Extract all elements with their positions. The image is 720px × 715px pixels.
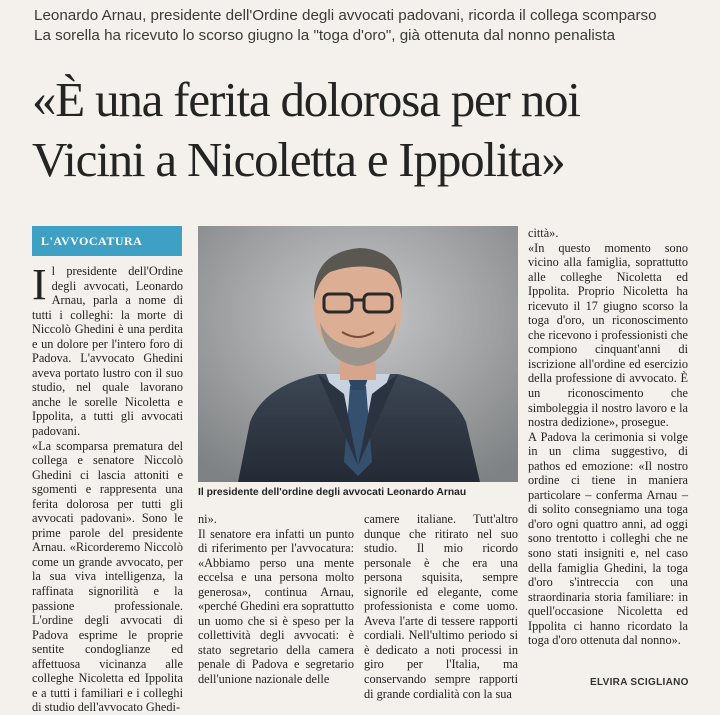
drop-cap: I bbox=[32, 260, 47, 309]
column-1-paragraph-2: «La scomparsa prematura del collega e senatore Niccolò Ghedini ci lascia attoniti e sgomenti e rappresenta una ferita dolorosa per tutti gli avvocati padovani». Sono le prime parole del presidente Arnau. «Ricorderemo Niccolò come un grande avvocato, per la sua viva intelligenza, la raffinata signorilità e la passione professionale. L'ordine degli avvocati di Padova esprime le proprie sentite condoglianze ed affettuosa vicinanza alle colleghe Nicoletta ed Ippolita e a tutti i familiari e i colleghi di studio dell'avvocato Ghedi- bbox=[32, 438, 183, 715]
column-2-paragraph-1: ni». bbox=[198, 512, 217, 526]
kicker-line-1: Leonardo Arnau, presidente dell'Ordine degli avvocati padovani, ricorda il collega scomparso bbox=[34, 7, 657, 24]
column-4-paragraph-1: città». bbox=[528, 226, 559, 240]
headline-line-1: «È una ferita dolorosa per noi bbox=[32, 72, 580, 127]
column-4-paragraph-2: «In questo momento sono vicino alla famiglia, soprattutto alle colleghe Nicoletta ed Ippolita. Proprio Nicoletta ha ricevuto il 17 giugno scorso la toga d'oro, un riconoscimento che ricevono i professionisti che compiono cinquant'anni di iscrizione all'ordine ed esercizio della professione di avvocato. È un riconoscimento che simboleggia il nostro lavoro e la nostra dedizione», prosegue. bbox=[528, 240, 688, 430]
headline-line-2: Vicini a Nicoletta e Ippolita» bbox=[32, 132, 565, 187]
article-column-4 bbox=[528, 226, 688, 648]
column-3-paragraph-1: camere italiane. Tutt'altro dunque che ritirato nel suo studio. Il mio ricordo personale è che era una persona squisita, sempre signorile ed elegante, come professionista e come uomo. Aveva l'arte di tessere rapporti cordiali. Nell'ultimo periodo si è dedicato a noti processi in giro per l'Italia, ma conservando sempre rapporti di grande cordialità con la sua bbox=[364, 512, 518, 701]
article-kicker bbox=[34, 6, 714, 46]
column-2-paragraph-2: Il senatore era infatti un punto di riferimento per l'avvocatura: «Abbiamo perso una mente eccelsa e una persona molto generosa», continua Arnau, «perché Ghedini era soprattutto un uomo che si è speso per la collettività degli avvocati: è stato segretario della camera penale di Padova e segretario dell'unione nazionale delle bbox=[198, 526, 354, 687]
author-byline: ELVIRA SCIGLIANO bbox=[590, 677, 689, 688]
portrait-photo bbox=[198, 226, 518, 482]
section-label: L'AVVOCATURA bbox=[32, 226, 182, 256]
article-column-3 bbox=[364, 512, 518, 701]
kicker-line-2: La sorella ha ricevuto lo scorso giugno la "toga d'oro", già ottenuta dal nonno penalista bbox=[34, 27, 616, 44]
column-4-paragraph-3: A Padova la cerimonia si volge in un clima suggestivo, di pathos ed emozione: «Il nostro ordine ci tiene in maniera particolare – conferma Arnau – di solito consegniamo una toga d'oro ogni quattro anni, ad oggi sono trentotto i colleghi che ne sono stati insigniti e, nel caso della famiglia Ghedini, la toga d'oro s'intreccia con una straordinaria storia familiare: in quell'occasione Nicoletta ed Ippolita ci hanno ricordato la toga d'oro ottenuta dal nonno». bbox=[528, 429, 688, 648]
portrait-illustration bbox=[198, 226, 518, 482]
article-column-2 bbox=[198, 512, 354, 687]
photo-caption: Il presidente dell'ordine degli avvocati Leonardo Arnau bbox=[198, 487, 467, 498]
column-1-paragraph-1: l presidente dell'Ordine degli avvocati, Leonardo Arnau, parla a nome di tutti i colleghi: la morte di Niccolò Ghedini è una perdita e un dolore per l'intero foro di Padova. L'avvocato Ghedini aveva portato lustro con il suo studio, nel quale lavorano anche le sorelle Nicoletta e Ippolita, a tutti gli avvocati padovani. bbox=[32, 264, 183, 439]
article-headline bbox=[32, 70, 712, 190]
article-column-1 bbox=[32, 260, 183, 715]
